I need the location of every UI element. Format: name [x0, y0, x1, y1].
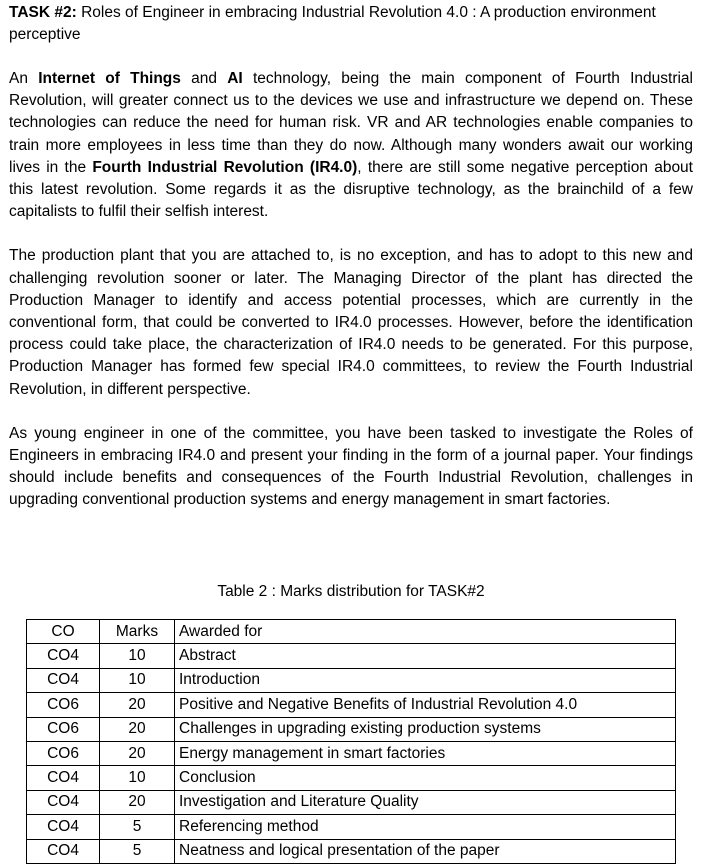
header-awarded-for: Awarded for — [175, 620, 676, 644]
table-row — [27, 815, 676, 839]
cell-marks: 5 — [100, 815, 175, 839]
cell-awarded-for: Introduction — [175, 668, 676, 692]
p1-text-1: An — [9, 70, 39, 87]
cell-marks: 10 — [100, 668, 175, 692]
cell-marks: 20 — [100, 717, 175, 741]
cell-co: CO4 — [27, 766, 100, 790]
table-row — [27, 644, 676, 668]
cell-co: CO6 — [27, 717, 100, 741]
task-heading — [9, 2, 693, 46]
cell-awarded-for: Positive and Negative Benefits of Industrial Revolution 4.0 — [175, 693, 676, 717]
cell-marks: 20 — [100, 693, 175, 717]
paragraph-intro — [9, 68, 693, 223]
cell-co: CO4 — [27, 815, 100, 839]
table-row — [27, 790, 676, 814]
p1-text-2: and — [180, 70, 228, 87]
cell-marks: 10 — [100, 644, 175, 668]
marks-distribution-table — [26, 619, 676, 864]
cell-awarded-for: Energy management in smart factories — [175, 741, 676, 765]
cell-co: CO6 — [27, 693, 100, 717]
document-page — [9, 2, 693, 860]
cell-co: CO4 — [27, 839, 100, 863]
cell-awarded-for: Investigation and Literature Quality — [175, 790, 676, 814]
table-header-row — [27, 620, 676, 644]
table-caption: Table 2 : Marks distribution for TASK#2 — [217, 583, 485, 600]
cell-marks: 10 — [100, 766, 175, 790]
cell-awarded-for: Challenges in upgrading existing production systems — [175, 717, 676, 741]
cell-marks: 5 — [100, 839, 175, 863]
table-row — [27, 717, 676, 741]
header-marks: Marks — [100, 620, 175, 644]
cell-awarded-for: Neatness and logical presentation of the paper — [175, 839, 676, 863]
header-co: CO — [27, 620, 100, 644]
table-row — [27, 741, 676, 765]
table-row — [27, 839, 676, 863]
p1-bold-ir40: Fourth Industrial Revolution (IR4.0) — [92, 158, 358, 176]
cell-marks: 20 — [100, 790, 175, 814]
table-row — [27, 693, 676, 717]
p1-text-3: technology, being the main component of Fourth Industrial Revolution, will greater connect us to the devices we use and infrastructure we depend on. These technologies can reduce the need for human risk. VR and AR technologies enable companies to train more employees in less time than they do now. Although many wonders await our working lives in the — [9, 70, 693, 176]
paragraph-production-plant: The production plant that you are attached to, is no exception, and has to adopt to this new and challenging revolution sooner or later. The Managing Director of the plant has directed the Production Manager to identify and access potential processes, which are currently in the conventional form, that could be converted to IR4.0 processes. However, before the identification process could take place, the characterization of IR4.0 needs to be generated. For this purpose, Production Manager has formed few special IR4.0 committees, to review the Fourth Industrial Revolution, in different perspective. — [9, 247, 693, 398]
cell-co: CO4 — [27, 668, 100, 692]
p1-text-4: , there are still some negative perception about this latest revolution. Some regards it as the disruptive technology, as the brainchild of a few capitalists to fulfil their selfish interest. — [9, 158, 693, 221]
task-title-text: Roles of Engineer in embracing Industrial Revolution 4.0 : A production environment perceptive — [9, 4, 656, 43]
cell-co: CO4 — [27, 790, 100, 814]
cell-awarded-for: Abstract — [175, 644, 676, 668]
table-row — [27, 668, 676, 692]
cell-awarded-for: Conclusion — [175, 766, 676, 790]
table-row — [27, 766, 676, 790]
cell-awarded-for: Referencing method — [175, 815, 676, 839]
cell-co: CO4 — [27, 644, 100, 668]
p1-bold-iot: Internet of Things — [38, 70, 181, 87]
cell-co: CO6 — [27, 741, 100, 765]
paragraph-task-assignment: As young engineer in one of the committee, you have been tasked to investigate the Roles of Engineers in embracing IR4.0 and present your finding in the form of a journal paper. Your findings should include benefits and consequences of the Fourth Industrial Revolution, challenges in upgrading conventional production systems and energy management in smart factories. — [9, 424, 693, 509]
task-label: TASK #2: — [9, 4, 77, 21]
cell-marks: 20 — [100, 741, 175, 765]
p1-bold-ai: AI — [227, 70, 243, 87]
